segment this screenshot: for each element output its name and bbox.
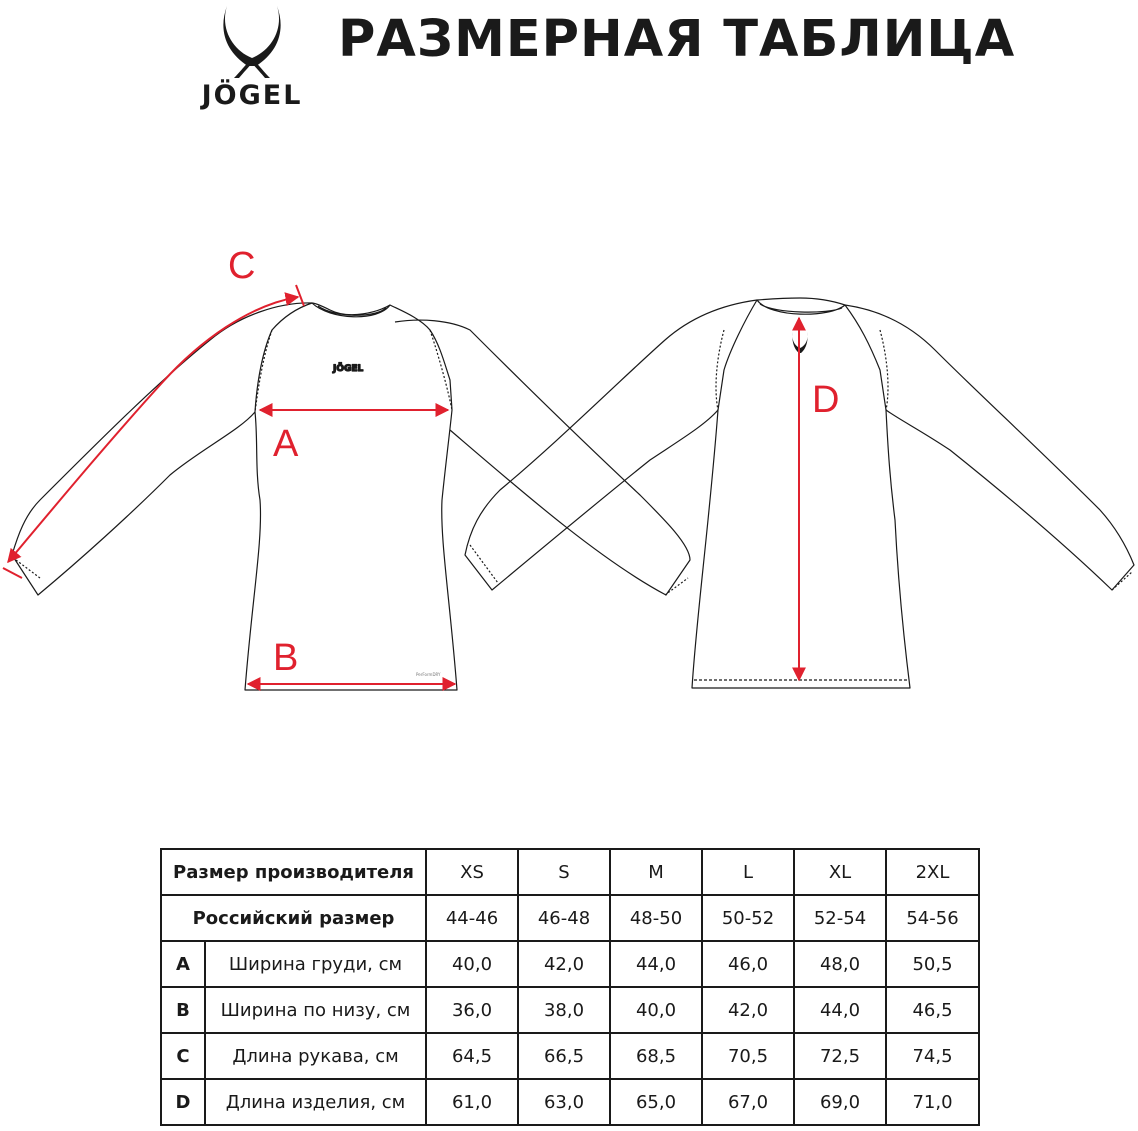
brand-logo — [190, 0, 314, 116]
measure-c-arrow — [8, 297, 298, 562]
measure-label: Длина рукава, см — [205, 1033, 426, 1079]
value-cell: 42,0 — [702, 987, 794, 1033]
value-cell: 46,5 — [886, 987, 979, 1033]
size-cell: 50-52 — [702, 895, 794, 941]
row-garment-length — [161, 1079, 979, 1125]
measure-label-a: A — [273, 423, 299, 465]
measure-letter: A — [161, 941, 205, 987]
size-cell: XS — [426, 849, 518, 895]
size-cell: 52-54 — [794, 895, 886, 941]
value-cell: 44,0 — [794, 987, 886, 1033]
value-cell: 70,5 — [702, 1033, 794, 1079]
value-cell: 46,0 — [702, 941, 794, 987]
brand-logo-mark — [190, 0, 314, 80]
measure-letter: B — [161, 987, 205, 1033]
measure-label-d: D — [812, 379, 840, 421]
row-chest-width — [161, 941, 979, 987]
value-cell: 42,0 — [518, 941, 610, 987]
row-sleeve-length — [161, 1033, 979, 1079]
value-cell: 40,0 — [426, 941, 518, 987]
hem-tag-text: PerFormDRY — [416, 672, 441, 677]
measure-label: Длина изделия, см — [205, 1079, 426, 1125]
size-cell: 46-48 — [518, 895, 610, 941]
size-cell: S — [518, 849, 610, 895]
size-cell: L — [702, 849, 794, 895]
size-cell: 44-46 — [426, 895, 518, 941]
front-view — [12, 303, 690, 690]
value-cell: 50,5 — [886, 941, 979, 987]
value-cell: 66,5 — [518, 1033, 610, 1079]
value-cell: 72,5 — [794, 1033, 886, 1079]
value-cell: 36,0 — [426, 987, 518, 1033]
front-body — [245, 303, 457, 690]
row-header: Российский размер — [161, 895, 426, 941]
size-cell: 54-56 — [886, 895, 979, 941]
measure-label-b: B — [273, 637, 299, 679]
value-cell: 65,0 — [610, 1079, 702, 1125]
size-cell: 48-50 — [610, 895, 702, 941]
measure-label: Ширина груди, см — [205, 941, 426, 987]
back-left-sleeve — [465, 300, 757, 590]
row-hem-width — [161, 987, 979, 1033]
row-manufacturer-size — [161, 849, 979, 895]
value-cell: 48,0 — [794, 941, 886, 987]
value-cell: 40,0 — [610, 987, 702, 1033]
measure-label: Ширина по низу, см — [205, 987, 426, 1033]
value-cell: 69,0 — [794, 1079, 886, 1125]
value-cell: 64,5 — [426, 1033, 518, 1079]
value-cell: 61,0 — [426, 1079, 518, 1125]
size-cell: M — [610, 849, 702, 895]
back-body — [692, 298, 910, 688]
measure-letter: C — [161, 1033, 205, 1079]
value-cell: 44,0 — [610, 941, 702, 987]
value-cell: 71,0 — [886, 1079, 979, 1125]
back-collar — [757, 300, 845, 314]
value-cell: 67,0 — [702, 1079, 794, 1125]
measure-letter: D — [161, 1079, 205, 1125]
measure-label-c: C — [228, 245, 256, 287]
brand-logo-text: JÖGEL — [201, 80, 303, 111]
size-table — [160, 848, 980, 1126]
value-cell: 68,5 — [610, 1033, 702, 1079]
value-cell: 74,5 — [886, 1033, 979, 1079]
row-russian-size — [161, 895, 979, 941]
value-cell: 63,0 — [518, 1079, 610, 1125]
page-title: РАЗМЕРНАЯ ТАБЛИЦА — [338, 10, 1016, 69]
garment-illustration — [0, 240, 1138, 710]
size-cell: XL — [794, 849, 886, 895]
chest-logo-front: JÖGEL — [333, 364, 364, 374]
row-header: Размер производителя — [161, 849, 426, 895]
value-cell: 38,0 — [518, 987, 610, 1033]
size-cell: 2XL — [886, 849, 979, 895]
